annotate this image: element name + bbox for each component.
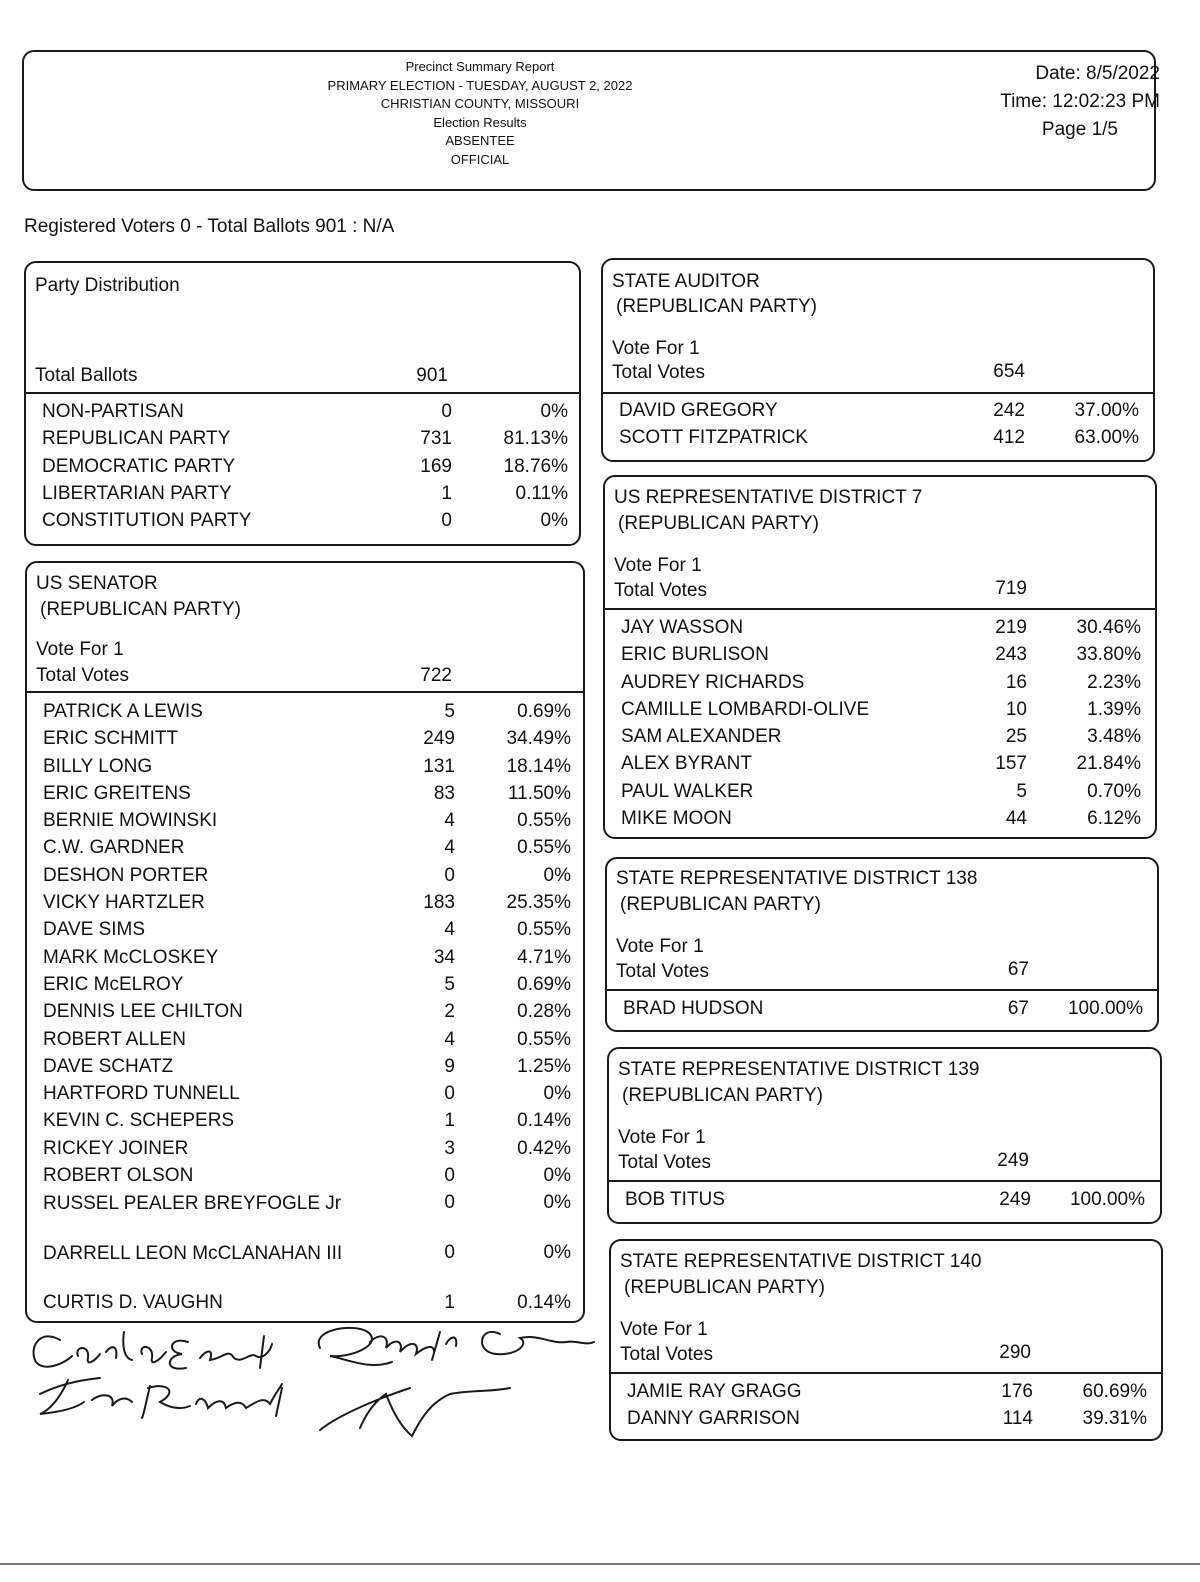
vote-percent: 0.11% — [515, 482, 568, 504]
vote-count: 412 — [993, 427, 1025, 449]
candidate-name: ERIC BURLISON — [621, 644, 769, 666]
contest-title: STATE REPRESENTATIVE DISTRICT 140 — [620, 1251, 982, 1272]
vote-count: 0 — [441, 401, 452, 422]
vote-percent: 0.69% — [517, 701, 571, 722]
county-name: CHRISTIAN COUNTY, MISSOURI — [380, 96, 580, 111]
result-row — [26, 483, 579, 510]
vote-count: 242 — [993, 400, 1025, 421]
vote-count: 16 — [1005, 671, 1027, 693]
vote-count: 4 — [444, 1028, 455, 1050]
total-votes-label: Total Votes — [614, 580, 707, 601]
contest-party: (REPUBLICAN PARTY) — [620, 894, 821, 915]
result-row — [26, 510, 579, 537]
total-votes-label: Total Votes — [618, 1152, 711, 1173]
vote-percent: 100.00% — [1069, 1189, 1145, 1210]
contest-title: US REPRESENTATIVE DISTRICT 7 — [614, 487, 923, 508]
vote-count: 9 — [444, 1055, 455, 1077]
candidate-name: CURTIS D. VAUGHN — [43, 1292, 223, 1314]
vote-percent: 25.35% — [506, 892, 571, 914]
vote-count: 5 — [1016, 780, 1027, 802]
vote-for-label: Vote For 1 — [614, 555, 702, 576]
divider — [27, 691, 583, 693]
total-votes-label: Total Votes — [36, 665, 129, 686]
us-senator-panel — [25, 561, 585, 1323]
vote-count: 0 — [441, 510, 452, 532]
vote-count: 0 — [444, 1242, 455, 1264]
result-row — [603, 400, 1153, 427]
vote-for-label: Vote For 1 — [612, 338, 700, 359]
vote-for-label: Vote For 1 — [618, 1127, 706, 1148]
vote-count: 1 — [444, 1110, 455, 1132]
result-row — [27, 783, 583, 810]
result-row — [27, 810, 583, 837]
vote-percent: 18.14% — [506, 755, 571, 777]
vote-count: 249 — [999, 1189, 1031, 1210]
result-row — [605, 617, 1155, 644]
state-representative-139-panel — [607, 1047, 1162, 1224]
result-row — [27, 728, 583, 755]
official-label: OFFICIAL — [450, 151, 510, 167]
vote-count: 4 — [444, 810, 455, 832]
result-row — [605, 699, 1155, 726]
vote-count: 0 — [444, 864, 455, 886]
divider — [609, 1180, 1160, 1182]
candidate-name: ROBERT OLSON — [43, 1165, 194, 1187]
candidate-name: BERNIE MOWINSKI — [43, 810, 218, 832]
contest-title: STATE AUDITOR — [612, 271, 760, 292]
candidate-rows — [26, 401, 579, 537]
total-votes-value: 67 — [1007, 959, 1029, 980]
result-row — [605, 672, 1155, 699]
candidate-name: MIKE MOON — [621, 808, 732, 830]
candidate-rows — [603, 400, 1153, 455]
vote-percent: 2.23% — [1087, 671, 1141, 693]
result-row — [605, 781, 1155, 808]
vote-percent: 0.42% — [517, 1137, 571, 1159]
candidate-name: PAUL WALKER — [621, 780, 754, 802]
result-row — [27, 1001, 583, 1028]
page-number: Page 1/5 — [1041, 119, 1118, 140]
candidate-name: ALEX BYRANT — [621, 753, 752, 775]
contest-party: (REPUBLICAN PARTY) — [624, 1277, 825, 1298]
result-row — [27, 1138, 583, 1165]
candidate-name: BILLY LONG — [43, 755, 153, 777]
candidate-name: AUDREY RICHARDS — [621, 671, 805, 693]
candidate-name: DARRELL LEON McCLANAHAN III — [43, 1243, 343, 1265]
result-row — [27, 756, 583, 783]
result-row — [605, 753, 1155, 780]
total-votes-label: Total Votes — [616, 961, 709, 982]
candidate-name: NON-PARTISAN — [42, 401, 184, 422]
vote-count: 67 — [1007, 998, 1029, 1019]
vote-percent: 39.31% — [1082, 1408, 1147, 1430]
panel-title: Party Distribution — [35, 275, 180, 296]
vote-percent: 0.55% — [517, 919, 571, 941]
divider — [607, 989, 1157, 991]
vote-percent: 4.71% — [517, 946, 571, 968]
contest-title: STATE REPRESENTATIVE DISTRICT 138 — [616, 868, 978, 889]
vote-percent: 1.39% — [1087, 698, 1141, 720]
candidate-name: RICKEY JOINER — [43, 1137, 189, 1159]
contest-party: (REPUBLICAN PARTY) — [40, 599, 241, 620]
registered-voters-summary: Registered Voters 0 - Total Ballots 901 : N/A — [24, 216, 395, 237]
vote-count: 731 — [420, 428, 452, 450]
vote-for-label: Vote For 1 — [620, 1319, 708, 1340]
candidate-name: CONSTITUTION PARTY — [42, 510, 252, 532]
total-ballots-value: 901 — [416, 365, 448, 386]
candidate-name: C.W. GARDNER — [43, 837, 185, 859]
vote-percent: 0.55% — [517, 1028, 571, 1050]
result-row — [607, 998, 1157, 1025]
vote-count: 176 — [1001, 1381, 1033, 1402]
vote-count: 183 — [423, 892, 455, 914]
vote-percent: 63.00% — [1074, 427, 1139, 449]
total-votes-value: 654 — [993, 361, 1025, 382]
vote-percent: 0.14% — [517, 1292, 571, 1314]
results-label: Election Results — [433, 114, 527, 130]
vote-percent: 60.69% — [1082, 1381, 1147, 1402]
candidate-name: SAM ALEXANDER — [621, 726, 782, 748]
candidate-name: SCOTT FITZPATRICK — [619, 427, 808, 449]
vote-count: 2 — [444, 1001, 455, 1023]
vote-percent: 0% — [543, 1083, 571, 1105]
state-representative-140-panel — [609, 1239, 1163, 1441]
candidate-name: BRAD HUDSON — [623, 998, 764, 1019]
candidate-rows — [605, 617, 1155, 835]
result-row — [27, 1083, 583, 1110]
candidate-name: KEVIN C. SCHEPERS — [43, 1110, 235, 1132]
result-row — [611, 1408, 1161, 1435]
vote-percent: 0.14% — [517, 1110, 571, 1132]
vote-percent: 37.00% — [1074, 400, 1139, 421]
vote-percent: 0.55% — [517, 810, 571, 832]
result-row — [27, 1165, 583, 1192]
vote-percent: 0% — [540, 401, 568, 422]
election-name: PRIMARY ELECTION - TUESDAY, AUGUST 2, 2022 — [327, 77, 633, 93]
total-votes-value: 290 — [999, 1342, 1031, 1363]
candidate-rows — [607, 998, 1157, 1025]
vote-count: 0 — [444, 1083, 455, 1105]
contest-party: (REPUBLICAN PARTY) — [618, 513, 819, 534]
vote-percent: 1.25% — [517, 1055, 571, 1077]
candidate-name: ERIC SCHMITT — [43, 728, 179, 750]
vote-count: 4 — [444, 919, 455, 941]
divider — [26, 392, 579, 394]
vote-percent: 0% — [543, 1192, 571, 1214]
candidate-name: DEMOCRATIC PARTY — [42, 455, 236, 477]
result-row — [27, 1110, 583, 1137]
candidate-name: HARTFORD TUNNELL — [43, 1083, 240, 1105]
vote-count: 169 — [420, 455, 452, 477]
candidate-name: DENNIS LEE CHILTON — [43, 1001, 243, 1023]
result-row — [27, 947, 583, 974]
candidate-name: MARK McCLOSKEY — [43, 946, 219, 968]
vote-percent: 0% — [543, 1165, 571, 1187]
state-auditor-panel — [601, 258, 1155, 462]
candidate-name: JAY WASSON — [621, 617, 744, 638]
vote-percent: 3.48% — [1087, 726, 1141, 748]
scan-edge-line — [0, 1563, 1200, 1565]
result-row — [27, 974, 583, 1001]
result-row — [605, 808, 1155, 835]
vote-count: 5 — [444, 973, 455, 995]
candidate-name: LIBERTARIAN PARTY — [42, 482, 232, 504]
vote-count: 83 — [433, 782, 455, 804]
result-row — [611, 1381, 1161, 1408]
candidate-name: CAMILLE LOMBARDI-OLIVE — [621, 698, 870, 720]
candidate-name: BOB TITUS — [625, 1189, 725, 1210]
vote-percent: 0.70% — [1087, 780, 1141, 802]
vote-count: 10 — [1005, 698, 1027, 720]
result-row — [605, 726, 1155, 753]
vote-count: 219 — [995, 617, 1027, 638]
vote-count: 243 — [995, 644, 1027, 666]
result-row — [27, 892, 583, 919]
total-votes-value: 249 — [997, 1150, 1029, 1171]
result-row — [26, 401, 579, 428]
vote-percent: 0% — [543, 864, 571, 886]
handwritten-signatures — [20, 1318, 600, 1458]
party-distribution-panel — [24, 261, 581, 546]
result-row — [27, 701, 583, 728]
vote-count: 5 — [444, 701, 455, 722]
candidate-name: PATRICK A LEWIS — [43, 701, 203, 722]
ballot-type: ABSENTEE — [445, 133, 515, 148]
candidate-name: DAVE SCHATZ — [43, 1055, 174, 1077]
vote-count: 114 — [1002, 1408, 1033, 1430]
report-header-meta — [1000, 60, 1160, 144]
result-row — [603, 427, 1153, 454]
candidate-rows — [611, 1381, 1161, 1436]
vote-count: 249 — [423, 728, 455, 750]
vote-count: 0 — [444, 1192, 455, 1214]
contest-party: (REPUBLICAN PARTY) — [622, 1085, 823, 1106]
result-row — [605, 644, 1155, 671]
vote-count: 1 — [444, 1292, 455, 1314]
candidate-name: VICKY HARTZLER — [43, 892, 205, 914]
candidate-name: DAVID GREGORY — [619, 400, 778, 421]
candidate-name: DANNY GARRISON — [627, 1408, 800, 1430]
vote-count: 34 — [433, 946, 455, 968]
candidate-name: DAVE SIMS — [43, 919, 146, 941]
result-row — [27, 865, 583, 892]
candidate-name: RUSSEL PEALER BREYFOGLE Jr — [43, 1193, 342, 1215]
result-row — [26, 428, 579, 455]
divider — [611, 1372, 1161, 1374]
candidate-name: REPUBLICAN PARTY — [42, 428, 231, 450]
divider — [605, 608, 1155, 610]
contest-title: US SENATOR — [36, 573, 158, 594]
result-row — [27, 919, 583, 946]
contest-party: (REPUBLICAN PARTY) — [616, 296, 817, 317]
vote-count: 25 — [1005, 726, 1027, 748]
vote-count: 157 — [995, 753, 1027, 775]
vote-percent: 0.28% — [517, 1001, 571, 1023]
vote-count: 131 — [423, 755, 455, 777]
vote-count: 3 — [444, 1137, 455, 1159]
result-row — [27, 1292, 583, 1319]
result-row — [26, 456, 579, 483]
vote-percent: 0% — [543, 1242, 571, 1264]
total-votes-label: Total Votes — [620, 1344, 713, 1365]
vote-percent: 0.69% — [517, 973, 571, 995]
report-title: Precinct Summary Report — [405, 59, 555, 74]
total-votes-value: 722 — [420, 665, 452, 686]
contest-title: STATE REPRESENTATIVE DISTRICT 139 — [618, 1059, 980, 1080]
state-representative-138-panel — [605, 857, 1159, 1032]
result-row — [27, 1029, 583, 1056]
vote-count: 1 — [441, 482, 452, 504]
result-row — [609, 1189, 1160, 1216]
vote-percent: 21.84% — [1076, 753, 1141, 775]
vote-for-label: Vote For 1 — [36, 639, 124, 660]
candidate-name: JAMIE RAY GRAGG — [627, 1381, 802, 1402]
vote-percent: 100.00% — [1067, 998, 1143, 1019]
total-ballots-label: Total Ballots — [35, 365, 138, 386]
vote-percent: 81.13% — [503, 428, 568, 450]
vote-percent: 0.55% — [517, 837, 571, 859]
candidate-rows — [27, 701, 583, 1320]
report-date: Date: 8/5/2022 — [1035, 63, 1160, 84]
us-representative-7-panel — [603, 475, 1157, 839]
vote-for-label: Vote For 1 — [616, 936, 704, 957]
divider — [603, 392, 1153, 394]
result-row — [27, 1192, 583, 1242]
vote-count: 0 — [444, 1165, 455, 1187]
vote-percent: 0% — [540, 510, 568, 532]
total-votes-label: Total Votes — [612, 362, 705, 383]
vote-percent: 34.49% — [506, 728, 571, 750]
result-row — [27, 837, 583, 864]
candidate-rows — [609, 1189, 1160, 1216]
vote-percent: 6.12% — [1087, 808, 1141, 830]
report-header-title — [240, 58, 720, 169]
candidate-name: DESHON PORTER — [43, 864, 209, 886]
report-time: Time: 12:02:23 PM — [1000, 91, 1160, 112]
vote-count: 44 — [1005, 808, 1027, 830]
candidate-name: ROBERT ALLEN — [43, 1028, 186, 1050]
vote-percent: 33.80% — [1076, 644, 1141, 666]
vote-count: 4 — [444, 837, 455, 859]
total-votes-value: 719 — [995, 578, 1027, 599]
vote-percent: 18.76% — [503, 455, 568, 477]
result-row — [27, 1056, 583, 1083]
vote-percent: 30.46% — [1076, 617, 1141, 638]
result-row — [27, 1242, 583, 1292]
vote-percent: 11.50% — [507, 782, 571, 804]
candidate-name: ERIC GREITENS — [43, 782, 191, 804]
candidate-name: ERIC McELROY — [43, 973, 184, 995]
